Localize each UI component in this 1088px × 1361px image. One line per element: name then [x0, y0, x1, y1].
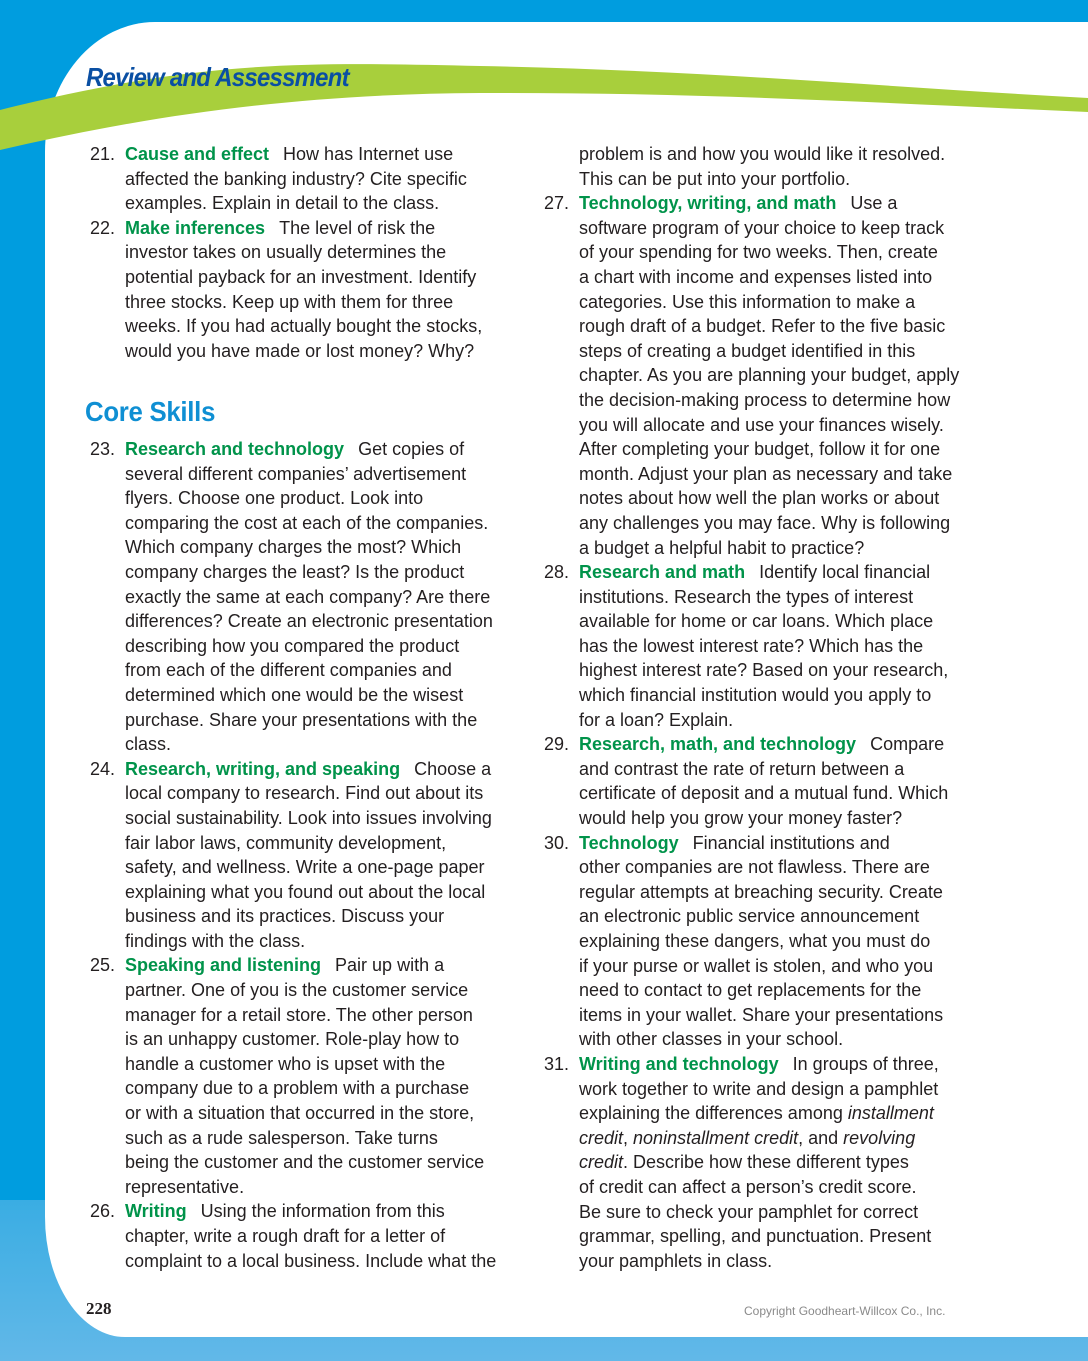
item-line: [125, 1249, 527, 1274]
item-line: [579, 560, 981, 585]
item-line: [579, 536, 981, 561]
item-line: [125, 1126, 527, 1151]
item-text: of credit can affect a person’s credit score.: [579, 1176, 917, 1197]
item-line: [579, 314, 981, 339]
item-line: [579, 757, 981, 782]
item-text: potential payback for an investment. Identify: [125, 266, 477, 287]
item-line: [579, 634, 981, 659]
list-item: [87, 216, 527, 364]
item-line: [125, 757, 527, 782]
item-text: software program of your choice to keep track: [579, 217, 945, 238]
item-line: [579, 904, 981, 929]
item-number: 31.: [543, 1053, 569, 1074]
item-line: [579, 388, 981, 413]
item-line: [579, 363, 981, 388]
item-number: 26.: [89, 1201, 115, 1222]
list-item: [87, 437, 527, 757]
list-item: [541, 1052, 981, 1273]
item-line: [125, 1224, 527, 1249]
item-line: [579, 1003, 981, 1028]
item-line: [579, 585, 981, 610]
item-line: [579, 167, 981, 192]
item-number: 27.: [543, 193, 569, 214]
item-line: [579, 929, 981, 954]
item-line: [579, 413, 981, 438]
item-text: fair labor laws, community development,: [125, 832, 447, 853]
item-text: institutions. Research the types of interest: [579, 586, 914, 607]
item-text: affected the banking industry? Cite specific: [125, 168, 467, 189]
item-line: [125, 978, 527, 1003]
item-text: describing how you compared the product: [125, 635, 460, 656]
item-line: [125, 683, 527, 708]
item-text: Financial institutions and: [692, 832, 890, 853]
item-line: [579, 855, 981, 880]
item-line: [579, 708, 981, 733]
item-text: such as a rude salesperson. Take turns: [125, 1127, 438, 1148]
item-text: an electronic public service announcement: [579, 906, 920, 927]
item-text: credit: [579, 1127, 624, 1148]
item-text: findings with the class.: [125, 930, 306, 951]
item-line: [125, 781, 527, 806]
item-text: a budget a helpful habit to practice?: [579, 537, 865, 558]
item-text: explaining the differences among: [579, 1103, 848, 1124]
item-line: [579, 609, 981, 634]
item-text: representative.: [125, 1176, 245, 1197]
item-text: weeks. If you had actually bought the stocks,: [125, 316, 483, 337]
item-text: regular attempts at breaching security. Create: [579, 881, 943, 902]
item-line: [579, 486, 981, 511]
item-text: several different companies’ advertisement: [125, 463, 467, 484]
item-text: handle a customer who is upset with the: [125, 1053, 446, 1074]
right-column: [541, 142, 981, 1273]
item-line: [125, 953, 527, 978]
item-line: [579, 781, 981, 806]
item-text: social sustainability. Look into issues involving: [125, 807, 492, 828]
item-line: [125, 511, 527, 536]
page-title: Review and Assessment: [86, 62, 349, 92]
item-number: 22.: [89, 217, 115, 238]
item-text: ,: [623, 1127, 634, 1148]
item-text: available for home or car loans. Which place: [579, 611, 934, 632]
item-text: purchase. Share your presentations with the: [125, 709, 478, 730]
item-text: investor takes on usually determines the: [125, 242, 447, 263]
item-text: . Describe how these different types: [623, 1152, 909, 1173]
item-line: [579, 191, 981, 216]
item-line: [125, 904, 527, 929]
item-line: [125, 1052, 527, 1077]
item-text: your pamphlets in class.: [579, 1250, 773, 1271]
item-text: Be sure to check your pamphlet for correct: [579, 1201, 919, 1222]
item-number: 23.: [89, 439, 115, 459]
item-text: being the customer and the customer service: [125, 1152, 485, 1173]
item-line: [579, 732, 981, 757]
item-text: is an unhappy customer. Role-play how to: [125, 1029, 460, 1050]
item-label: Research and technology: [125, 439, 345, 459]
item-text: would help you grow your money faster?: [579, 808, 903, 829]
item-line: [579, 954, 981, 979]
item-text: Choose a: [414, 758, 492, 779]
item-text: need to contact to get replacements for the: [579, 980, 922, 1001]
item-text: Use a: [850, 193, 898, 214]
item-text: class.: [125, 734, 172, 755]
page-number: 228: [86, 1299, 112, 1318]
left-column-bottom: [87, 437, 527, 1273]
item-text: This can be put into your portfolio.: [579, 168, 851, 189]
item-line: [125, 732, 527, 757]
item-line: [125, 142, 527, 167]
item-line: [125, 191, 527, 216]
item-line: [579, 683, 981, 708]
item-line: [579, 1200, 981, 1225]
item-line: [579, 1224, 981, 1249]
item-text: Compare: [870, 734, 945, 755]
item-text: explaining these dangers, what you must do: [579, 931, 931, 951]
item-line: [579, 831, 981, 856]
item-line: [125, 806, 527, 831]
item-label: Make inferences: [125, 217, 266, 238]
list-item: [541, 142, 981, 191]
list-item: [87, 757, 527, 954]
item-text: company due to a problem with a purchase: [125, 1078, 470, 1099]
list-item: [87, 1199, 527, 1273]
item-text: with other classes in your school.: [579, 1029, 844, 1050]
item-text: noninstallment credit: [633, 1127, 799, 1148]
item-text: of your spending for two weeks. Then, create: [579, 242, 938, 263]
item-text: Using the information from this: [200, 1201, 445, 1222]
item-text: problem is and how you would like it resolved.: [579, 144, 946, 164]
item-text: In groups of three,: [792, 1053, 939, 1074]
item-line: [125, 314, 527, 339]
item-text: local company to research. Find out about its: [125, 783, 484, 804]
item-line: [125, 831, 527, 856]
item-line: [579, 978, 981, 1003]
list-item: [541, 191, 981, 560]
item-line: [125, 880, 527, 905]
item-text: partner. One of you is the customer service: [125, 980, 469, 1001]
item-text: which financial institution would you apply to: [579, 685, 932, 706]
item-line: [579, 1175, 981, 1200]
item-label: Research, writing, and speaking: [125, 758, 401, 779]
item-text: steps of creating a budget identified in this: [579, 340, 916, 361]
item-line: [579, 462, 981, 487]
item-line: [579, 1150, 981, 1175]
item-text: month. Adjust your plan as necessary and take: [579, 463, 953, 484]
item-line: [125, 1150, 527, 1175]
item-line: [579, 880, 981, 905]
left-column-top: [87, 142, 527, 363]
item-line: [579, 1126, 981, 1151]
item-line: [125, 339, 527, 364]
item-line: [125, 1076, 527, 1101]
item-line: [579, 1101, 981, 1126]
item-text: , and: [798, 1127, 844, 1148]
item-text: notes about how well the plan works or about: [579, 488, 940, 509]
item-label: Speaking and listening: [125, 955, 322, 976]
list-item: [541, 732, 981, 830]
item-line: [579, 511, 981, 536]
item-label: Research and math: [579, 562, 746, 583]
list-item: [541, 831, 981, 1052]
item-line: [125, 708, 527, 733]
item-line: [125, 1175, 527, 1200]
item-text: rough draft of a budget. Refer to the five basic: [579, 316, 946, 337]
item-line: [125, 265, 527, 290]
item-text: or with a situation that occurred in the store,: [125, 1103, 475, 1124]
item-text: determined which one would be the wisest: [125, 684, 464, 705]
item-line: [125, 560, 527, 585]
item-line: [579, 658, 981, 683]
item-line: [125, 855, 527, 880]
item-text: any challenges you may face. Why is following: [579, 512, 951, 533]
item-label: Writing: [125, 1201, 187, 1222]
item-line: [125, 1199, 527, 1224]
item-label: Cause and effect: [125, 144, 270, 164]
item-text: After completing your budget, follow it for one: [579, 439, 941, 460]
item-text: has the lowest interest rate? Which has the: [579, 635, 924, 656]
item-text: certificate of deposit and a mutual fund. Which: [579, 783, 949, 804]
item-text: Which company charges the most? Which: [125, 537, 462, 558]
item-text: if your purse or wallet is stolen, and who you: [579, 955, 934, 976]
item-text: from each of the different companies and: [125, 660, 452, 681]
item-line: [579, 240, 981, 265]
list-item: [87, 953, 527, 1199]
item-line: [125, 290, 527, 315]
item-text: you will allocate and use your finances wisely.: [579, 414, 944, 435]
item-line: [125, 1027, 527, 1052]
item-text: revolving: [843, 1127, 916, 1148]
item-line: [579, 216, 981, 241]
item-text: manager for a retail store. The other person: [125, 1004, 473, 1025]
item-text: Get copies of: [358, 439, 465, 459]
item-line: [125, 585, 527, 610]
item-text: chapter. As you are planning your budget, apply: [579, 365, 960, 386]
item-label: Technology, writing, and math: [579, 193, 837, 214]
item-text: The level of risk the: [279, 217, 436, 238]
item-line: [125, 462, 527, 487]
item-text: explaining what you found out about the local: [125, 881, 486, 902]
item-label: Research, math, and technology: [579, 734, 857, 755]
item-line: [125, 437, 527, 462]
item-line: [579, 142, 981, 167]
item-text: comparing the cost at each of the companies.: [125, 512, 489, 533]
item-text: a chart with income and expenses listed into: [579, 266, 933, 287]
item-text: for a loan? Explain.: [579, 709, 734, 730]
list-item: [87, 142, 527, 216]
item-text: chapter, write a rough draft for a letter of: [125, 1226, 446, 1246]
item-line: [125, 240, 527, 265]
item-line: [125, 634, 527, 659]
item-line: [579, 806, 981, 831]
section-heading: Core Skills: [85, 396, 216, 427]
item-number: 28.: [543, 562, 569, 583]
item-text: grammar, spelling, and punctuation. Present: [579, 1226, 932, 1247]
item-line: [125, 1101, 527, 1126]
item-text: complaint to a local business. Include what the: [125, 1250, 497, 1271]
item-line: [125, 658, 527, 683]
list-item: [541, 560, 981, 732]
item-text: items in your wallet. Share your presentations: [579, 1004, 944, 1025]
item-line: [125, 609, 527, 634]
item-text: business and its practices. Discuss your: [125, 906, 445, 927]
item-number: 30.: [543, 832, 569, 853]
item-text: safety, and wellness. Write a one-page paper: [125, 857, 485, 878]
item-line: [579, 1249, 981, 1274]
item-line: [579, 265, 981, 290]
item-number: 24.: [89, 758, 115, 779]
item-text: differences? Create an electronic presentation: [125, 611, 493, 632]
item-text: the decision-making process to determine how: [579, 389, 951, 410]
item-number: 25.: [89, 955, 115, 976]
item-text: categories. Use this information to make a: [579, 291, 916, 312]
item-label: Writing and technology: [579, 1053, 779, 1074]
item-line: [125, 216, 527, 241]
item-line: [579, 290, 981, 315]
item-text: How has Internet use: [283, 144, 454, 164]
item-text: three stocks. Keep up with them for three: [125, 291, 454, 312]
item-line: [125, 1003, 527, 1028]
item-text: Pair up with a: [335, 955, 445, 976]
item-text: installment: [847, 1103, 934, 1124]
item-text: company charges the least? Is the product: [125, 561, 465, 582]
item-line: [579, 1077, 981, 1102]
item-line: [125, 535, 527, 560]
item-number: 21.: [89, 144, 115, 164]
item-line: [125, 929, 527, 954]
item-text: examples. Explain in detail to the class.: [125, 193, 440, 214]
item-text: credit: [579, 1152, 624, 1173]
item-text: would you have made or lost money? Why?: [125, 340, 475, 361]
item-number: 29.: [543, 734, 569, 755]
item-line: [125, 486, 527, 511]
item-text: and contrast the rate of return between a: [579, 758, 905, 779]
item-text: other companies are not flawless. There are: [579, 857, 930, 878]
item-line: [125, 167, 527, 192]
item-text: work together to write and design a pamphlet: [579, 1078, 939, 1099]
item-text: exactly the same at each company? Are there: [125, 586, 491, 607]
item-text: flyers. Choose one product. Look into: [125, 488, 424, 509]
item-line: [579, 1052, 981, 1077]
item-text: Identify local financial: [759, 562, 931, 583]
item-line: [579, 339, 981, 364]
copyright: Copyright Goodheart-Willcox Co., Inc.: [744, 1304, 946, 1318]
item-line: [579, 437, 981, 462]
item-label: Technology: [579, 832, 679, 853]
item-text: highest interest rate? Based on your research,: [579, 660, 949, 681]
item-line: [579, 1027, 981, 1052]
